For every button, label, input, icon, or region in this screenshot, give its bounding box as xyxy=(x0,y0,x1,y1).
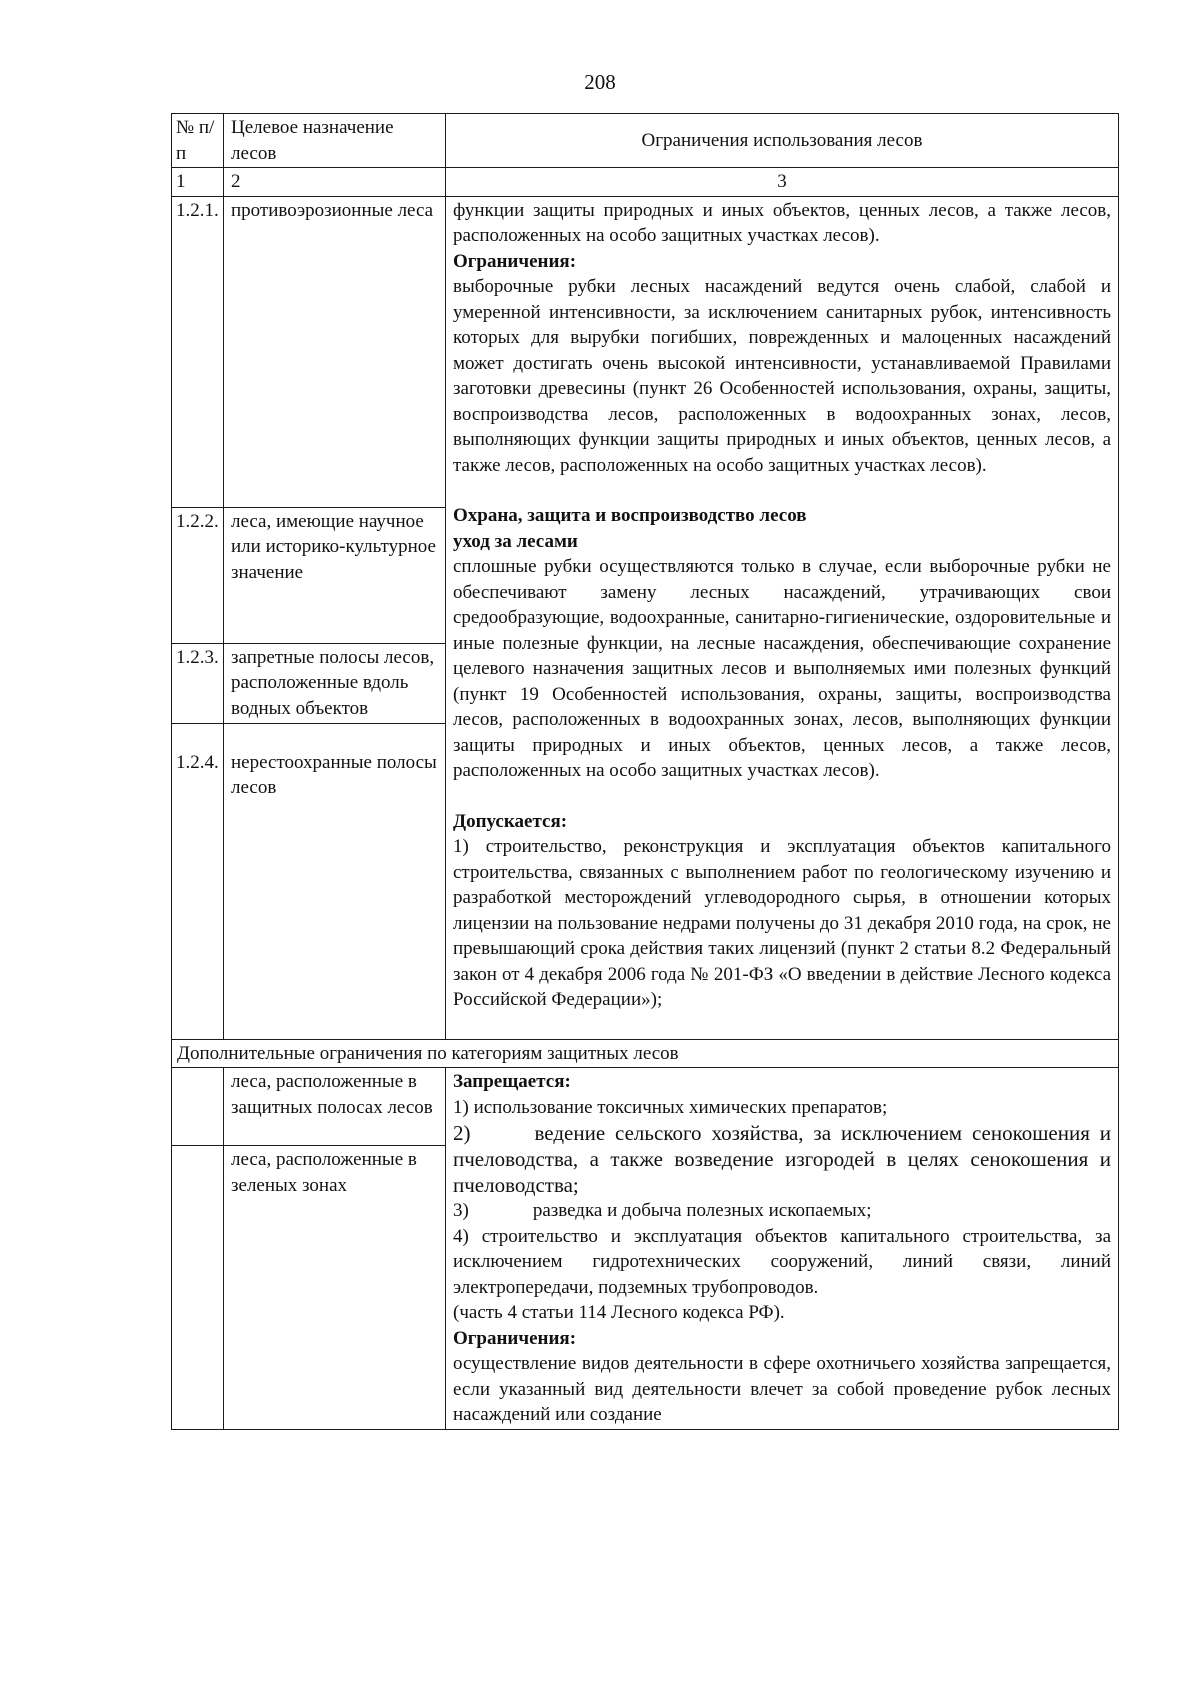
row-number-empty xyxy=(172,1146,224,1430)
column-number-1: 1 xyxy=(172,168,224,197)
forest-care-heading: уход за лесами xyxy=(453,530,578,552)
allowed-heading: Допускается: xyxy=(453,810,568,832)
table-row xyxy=(172,196,1119,507)
table-row xyxy=(172,1068,1119,1146)
restrictions-heading-2: Ограничения: xyxy=(453,1327,577,1349)
forest-restrictions-table xyxy=(171,113,1119,1430)
prohibited-item-3 xyxy=(453,1198,1111,1224)
prohibited-item-4: 4) строительство и эксплуатация объектов капитального строительства, за исключением гидротехнических сооружений, линий связи, линий электропередачи, подземных трубопроводов. xyxy=(453,1225,1111,1298)
hunting-restriction-text: осуществление видов деятельности в сфере охотничьего хозяйства запрещается, если указанный вид деятельности влечет за собой проведение рубок лесных насаждений или создание xyxy=(453,1353,1111,1425)
additional-restrictions-title: Дополнительные ограничения по категориям защитных лесов xyxy=(172,1039,1119,1068)
header-number: № п/п xyxy=(172,114,224,168)
table-header-row xyxy=(172,114,1119,168)
restriction-continuation: функции защиты природных и иных объектов, ценных лесов, а также лесов, расположенных на особо защитных участках лесов). xyxy=(453,199,1111,246)
additional-restrictions-header-row xyxy=(172,1039,1119,1068)
restrictions-cell xyxy=(446,196,1119,1039)
column-number-row xyxy=(172,168,1119,197)
prohibited-item-2-number: 2) xyxy=(453,1121,471,1145)
prohibited-item-1: 1) использование токсичных химических препаратов; xyxy=(453,1096,888,1118)
prohibited-heading: Запрещается: xyxy=(453,1071,571,1092)
row-purpose: нерестоохранные полосы лесов xyxy=(224,723,446,1039)
prohibited-item-2 xyxy=(453,1120,1111,1198)
row-number: 1.2.1. xyxy=(172,196,224,507)
row-purpose: противоэрозионные леса xyxy=(224,196,446,507)
row-number: 1.2.4. xyxy=(172,723,224,1039)
page-number: 208 xyxy=(584,70,616,94)
clear-cutting-text: сплошные рубки осуществляются только в случае, если выборочные рубки не обеспечивают замену лесных насаждений, утрачивающих свои средообразующие, водоохранные, санитарно-гигиенические, оздоровительные и иные полезные функции, на лесные насаждения, обеспечивающие сохранение целевого назначения защитных лесов и выполняемых ими полезных функций (пункт 19 Особенностей использования, охраны, защиты, воспроизводства лесов, расположенных в водоохранных зонах, лесов, выполняющих функции защиты природных и иных объектов, ценных лесов, а также лесов, расположенных на особо защитных участках лесов). xyxy=(453,556,1111,781)
restrictions-text: выборочные рубки лесных насаждений ведутся очень слабой, слабой и умеренной интенсивности, за исключением санитарных рубок, интенсивность которых для вырубки погибших, поврежденных и малоценных насаждений может достигать очень высокой интенсивности, устанавливаемой Правилами заготовки древесины (пункт 26 Особенностей использования, охраны, защиты, воспроизводства лесов, расположенных в водоохранных зонах, лесов, выполняющих функции защиты природных и иных объектов, ценных лесов, а также лесов, расположенных на особо защитных участках лесов). xyxy=(453,276,1111,476)
prohibited-item-3-text: разведка и добыча полезных ископаемых; xyxy=(532,1200,872,1221)
row-number-empty xyxy=(172,1068,224,1146)
protection-heading: Охрана, защита и воспроизводство лесов xyxy=(453,505,807,526)
row-number: 1.2.2. xyxy=(172,507,224,643)
row-number: 1.2.3. xyxy=(172,643,224,723)
prohibited-item-3-number: 3) xyxy=(453,1200,469,1221)
column-number-2: 2 xyxy=(224,168,446,197)
prohibited-item-2-text: ведение сельского хозяйства, за исключением сенокошения и пчеловодства, а также возведение изгородей в целях сенокошения и пчеловодства; xyxy=(453,1121,1111,1197)
header-purpose: Целевое назначение лесов xyxy=(224,114,446,168)
row-purpose: леса, имеющие научное или историко-культурное значение xyxy=(224,507,446,643)
row-purpose: запретные полосы лесов, расположенные вдоль водных объектов xyxy=(224,643,446,723)
header-restrictions: Ограничения использования лесов xyxy=(446,114,1119,168)
allowed-text: 1) строительство, реконструкция и эксплуатация объектов капитального строительства, связанных с выполнением работ по геологическому изучению и разработкой месторождений углеводородного сырья, в отношении которых лицензии на пользование недрами получены до 31 декабря 2010 года, на срок, не превышающий срока действия таких лицензий (пункт 2 статьи 8.2 Федеральный закон от 4 декабря 2006 года № 201-ФЗ «О введении в действие Лесного кодекса Российской Федерации»); xyxy=(453,836,1111,1010)
restrictions-heading: Ограничения: xyxy=(453,250,577,272)
additional-restrictions-cell xyxy=(446,1068,1119,1430)
legal-reference: (часть 4 статьи 114 Лесного кодекса РФ). xyxy=(453,1302,785,1323)
row-purpose: леса, расположенные в зеленых зонах xyxy=(224,1146,446,1430)
row-purpose: леса, расположенные в защитных полосах лесов xyxy=(224,1068,446,1146)
column-number-3: 3 xyxy=(446,168,1119,197)
